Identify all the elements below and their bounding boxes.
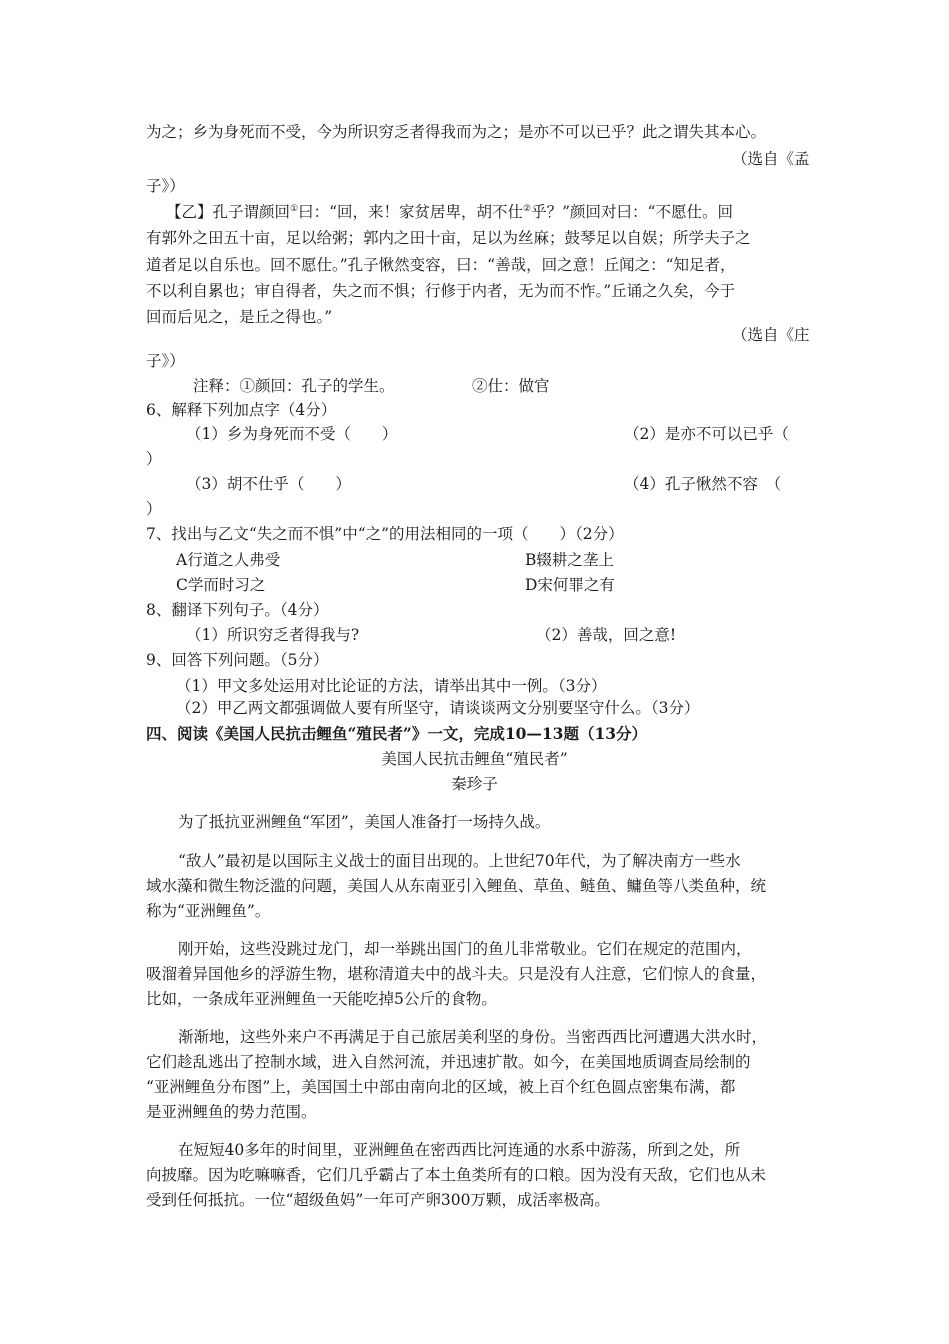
passage-jia-source: （选自《孟 [732, 150, 810, 168]
section-4-heading: 四、阅读《美国人民抗击鲤鱼“殖民者”》一文，完成10—13题（13分） [146, 724, 648, 743]
passage-yi-source-end: 子》） [146, 352, 185, 370]
passage-yi-line: 有郭外之田五十亩，足以给粥；郭内之田十亩，足以为丝麻；鼓琴足以自娱；所学夫子之 [146, 229, 751, 247]
passage-yi-line: 回而后见之，是丘之得也。” [146, 308, 333, 326]
note-marker: ② [523, 203, 532, 214]
question-6-item-3: （3）胡不仕乎（ ） [186, 475, 351, 493]
article-paragraph-line: 比如，一条成年亚洲鲤鱼一天能吃掉5公斤的食物。 [146, 990, 497, 1008]
question-9-item-1: （1）甲文多处运用对比论证的方法，请举出其中一例。（3分） [176, 677, 607, 695]
article-paragraph-line: 刚开始，这些没跳过龙门，却一举跳出国门的鱼儿非常敬业。它们在规定的范围内， [178, 940, 752, 958]
passage-yi-line: 道者足以自乐也。回不愿仕。”孔子愀然变容，曰：“善哉，回之意！丘闻之：“知足者， [146, 256, 736, 274]
article-paragraph-line: 在短短40多年的时间里，亚洲鲤鱼在密西西比河连通的水系中游荡，所到之处，所 [178, 1141, 741, 1159]
passage-yi-text: 乎？”颜回对曰：“不愿仕。回 [531, 203, 733, 221]
article-paragraph-line: “亚洲鲤鱼分布图”上，美国国土中部由南向北的区域，被上百个红色圆点密集布满，都 [146, 1078, 736, 1096]
annotation-note-1: 注释：①颜回：孔子的学生。 [193, 377, 395, 395]
question-8-item-1: （1）所识穷乏者得我与? [186, 626, 360, 644]
question-6-item-4: （4）孔子愀然不容 （ [624, 475, 782, 493]
question-9-stem: 9、回答下列问题。（5分） [146, 651, 329, 669]
annotation-note-2: ②仕：做官 [472, 377, 550, 395]
option-d: D宋何罪之有 [525, 576, 615, 594]
option-c: C学而时习之 [176, 576, 266, 594]
question-8-stem: 8、翻译下列句子。（4分） [146, 601, 329, 619]
article-paragraph-line: 向披靡。因为吃嘛嘛香，它们几乎霸占了本土鱼类所有的口粮。因为没有天敌，它们也从未 [146, 1166, 767, 1184]
article-paragraph-line: “敌人”最初是以国际主义战士的面目出现的。上世纪70年代，为了解决南方一些水 [178, 852, 741, 870]
question-7-stem: 7、找出与乙文“失之而不惧”中“之”的用法相同的一项（ ）（2分） [146, 525, 624, 543]
article-paragraph-line: 吸溜着异国他乡的浮游生物，堪称清道夫中的战斗夫。只是没有人注意，它们惊人的食量， [146, 965, 767, 983]
passage-yi-source: （选自《庄 [732, 326, 810, 344]
article-paragraph-line: 为了抵抗亚洲鲤鱼“军团”，美国人准备打一场持久战。 [178, 813, 551, 831]
article-author: 秦珍子 [451, 775, 498, 793]
passage-jia-line: 为之；乡为身死而不受，今为所识穷乏者得我而为之；是亦不可以已乎？此之谓失其本心。 [146, 123, 767, 141]
passage-jia-source-end: 子》） [146, 177, 185, 195]
note-marker: ① [290, 203, 299, 214]
article-title: 美国人民抗击鲤鱼“殖民者” [381, 750, 568, 768]
question-6-item-1: （1）乡为身死而不受（ ） [186, 425, 398, 443]
option-a: A行道之人弗受 [176, 551, 281, 569]
question-6-item-4-close: ） [146, 500, 162, 518]
article-paragraph-line: 是亚洲鲤鱼的势力范围。 [146, 1103, 317, 1121]
question-8-item-2: （2）善哉，回之意! [536, 626, 677, 644]
passage-yi-text: 【乙】孔子谓颜回 [166, 203, 291, 221]
passage-yi-text: 曰：“回，来！家贫居卑，胡不仕 [298, 203, 524, 221]
passage-yi-line [166, 202, 733, 222]
question-6-item-2: （2）是亦不可以已乎（ [624, 425, 789, 443]
question-9-item-2: （2）甲乙两文都强调做人要有所坚守，请谈谈两文分别要坚守什么。（3分） [176, 699, 700, 717]
question-6-stem: 6、解释下列加点字（4分） [146, 401, 337, 419]
article-paragraph-line: 它们趁乱逃出了控制水域，进入自然河流，并迅速扩散。如今，在美国地质调查局绘制的 [146, 1053, 751, 1071]
article-paragraph-line: 域水藻和微生物泛滥的问题，美国人从东南亚引入鲤鱼、草鱼、鲢鱼、鳙鱼等八类鱼种，统 [146, 877, 767, 895]
passage-yi-line: 不以利自累也；审自得者，失之而不惧；行修于内者，无为而不怍。”丘诵之久矣，今于 [146, 282, 736, 300]
article-paragraph-line: 渐渐地，这些外来户不再满足于自己旅居美利坚的身份。当密西西比河遭遇大洪水时， [178, 1028, 768, 1046]
question-6-item-2-close: ） [146, 450, 162, 468]
article-paragraph-line: 称为“亚洲鲤鱼”。 [146, 902, 271, 920]
option-b: B辍耕之垄上 [525, 551, 614, 569]
article-paragraph-line: 受到任何抵抗。一位“超级鱼妈”一年可产卵300万颗，成活率极高。 [146, 1191, 610, 1209]
